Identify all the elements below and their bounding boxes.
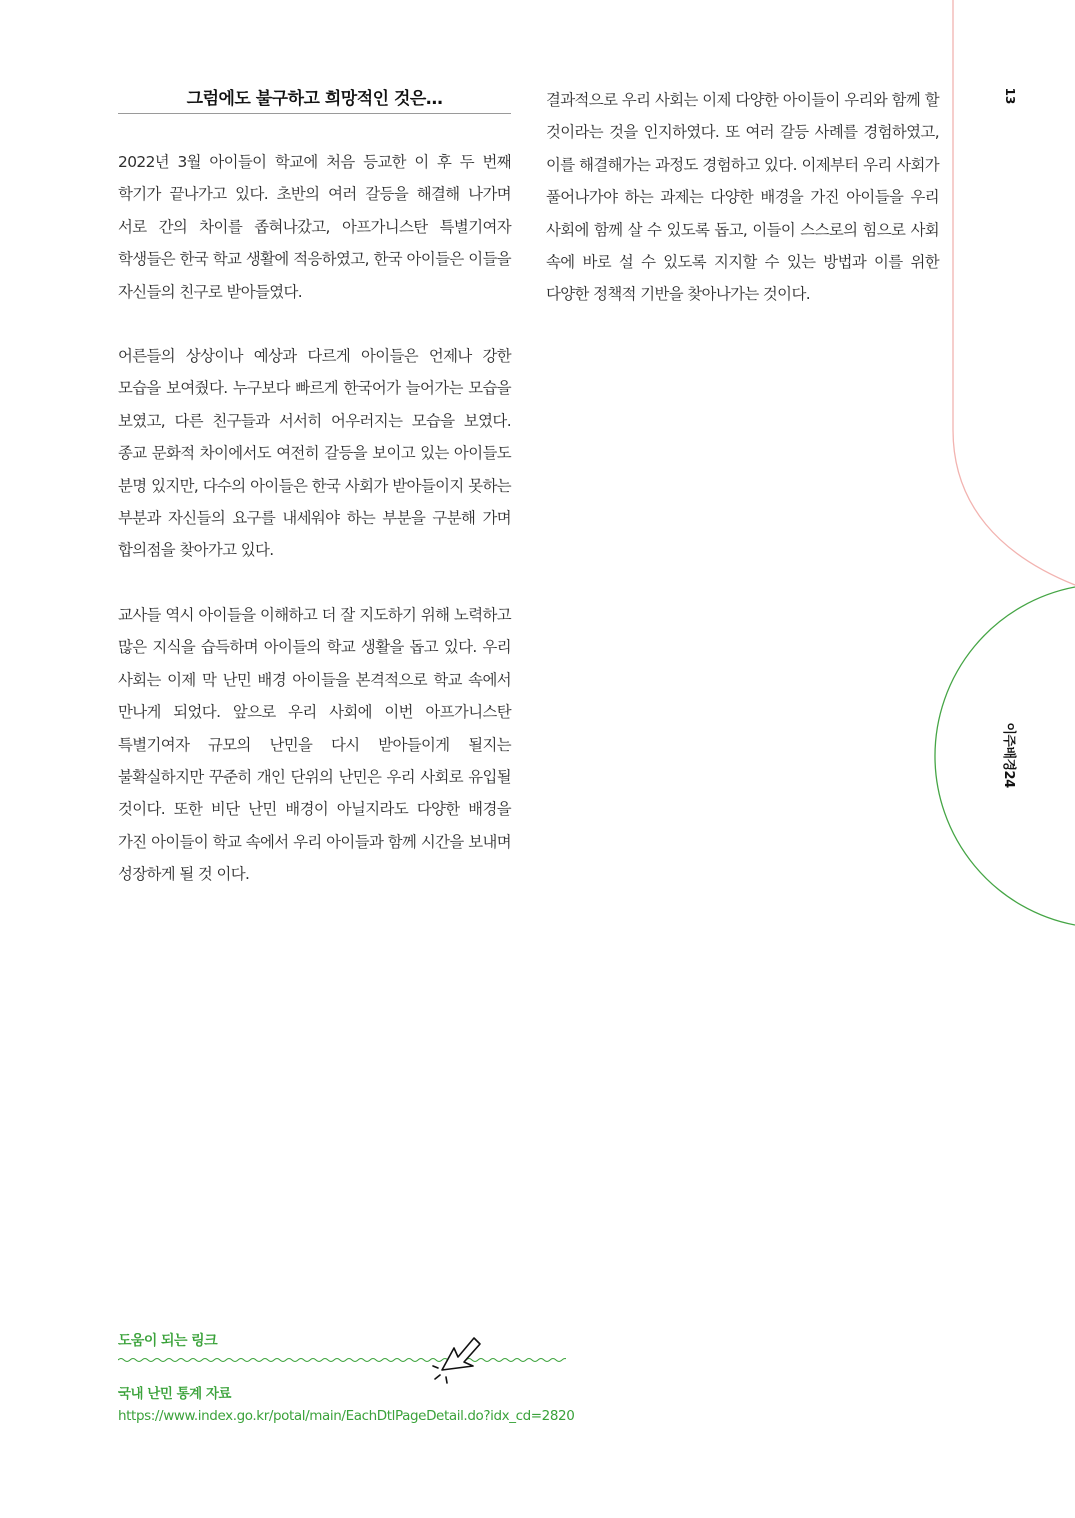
link-title: 국내 난민 통계 자료 [118,1386,231,1402]
helpful-links-section [118,1330,578,1426]
body-paragraph: 결과적으로 우리 사회는 이제 다양한 아이들이 우리와 함께 할 것이라는 것을 인지하였다. 또 여러 갈등 사례를 경험하였고, 이를 해결해가는 과정도 경험하고 있다. 이제부터 우리 사회가 풀어나가야 하는 과제는 다양한 배경을 가진 아이들을 우리 사회에 함께 살 수 있도록 돕고, 이들이 스스로의 힘으로 사회 속에 바로 설 수 있도록 지지할 수 있는 방법과 이를 위한 다양한 정책적 기반을 찾아나가는 것이다. [546,91,939,304]
cursor-click-icon [428,1332,486,1392]
magazine-title: 이주배경24 [1001,722,1016,788]
link-url[interactable] [118,1406,578,1426]
body-paragraph: 2022년 3월 아이들이 학교에 처음 등교한 이 후 두 번째 학기가 끝나가고 있다. 초반의 여러 갈등을 해결해 나가며 서로 간의 차이를 좁혀나갔고, 아프가니스탄 특별기여자 학생들은 한국 학교 생활에 적응하였고, 한국 아이들은 이들을 자신들의 친구로 받아들였다. [118,153,511,301]
left-column [118,84,511,891]
body-paragraph: 교사들 역시 아이들을 이해하고 더 잘 지도하기 위해 노력하고 많은 지식을 습득하며 아이들의 학교 생활을 돕고 있다. 우리 사회는 이제 막 난민 배경 아이들을 본격적으로 학교 속에서 만나게 되었다. 앞으로 우리 사회에 이번 아프가니스탄 특별기여자 규모의 난민을 다시 받아들이게 될지는 불확실하지만 꾸준히 개인 단위의 난민은 우리 사회로 유입될 것이다. 또한 비단 난민 배경이 아닐지라도 다양한 배경을 가진 아이들이 학교 속에서 우리 아이들과 함께 시간을 보내며 성장하게 될 것 이다. [118,605,511,884]
right-column [546,84,939,311]
section-title: 그럼에도 불구하고 희망적인 것은… [118,84,511,114]
body-paragraph: 어른들의 상상이나 예상과 다르게 아이들은 언제나 강한 모습을 보여줬다. 누구보다 빠르게 한국어가 늘어가는 모습을 보였고, 다른 친구들과 서서히 어우러지는 모습을 보였다. 종교 문화적 차이에서도 여전히 갈등을 보이고 있는 아이들도 분명 있지만, 다수의 아이들은 한국 사회가 받아들이지 못하는 부분과 자신들의 요구를 내세워야 하는 부분을 구분해 가며 합의점을 찾아가고 있다. [118,347,511,560]
helpful-links-heading: 도움이 되는 링크 [118,1333,218,1349]
wavy-divider [118,1356,566,1364]
statistics-link[interactable]: https://www.index.go.kr/potal/main/EachDtlPageDetail.do?idx_cd=2820 [118,1408,575,1424]
page-number: 13 [1003,87,1017,105]
